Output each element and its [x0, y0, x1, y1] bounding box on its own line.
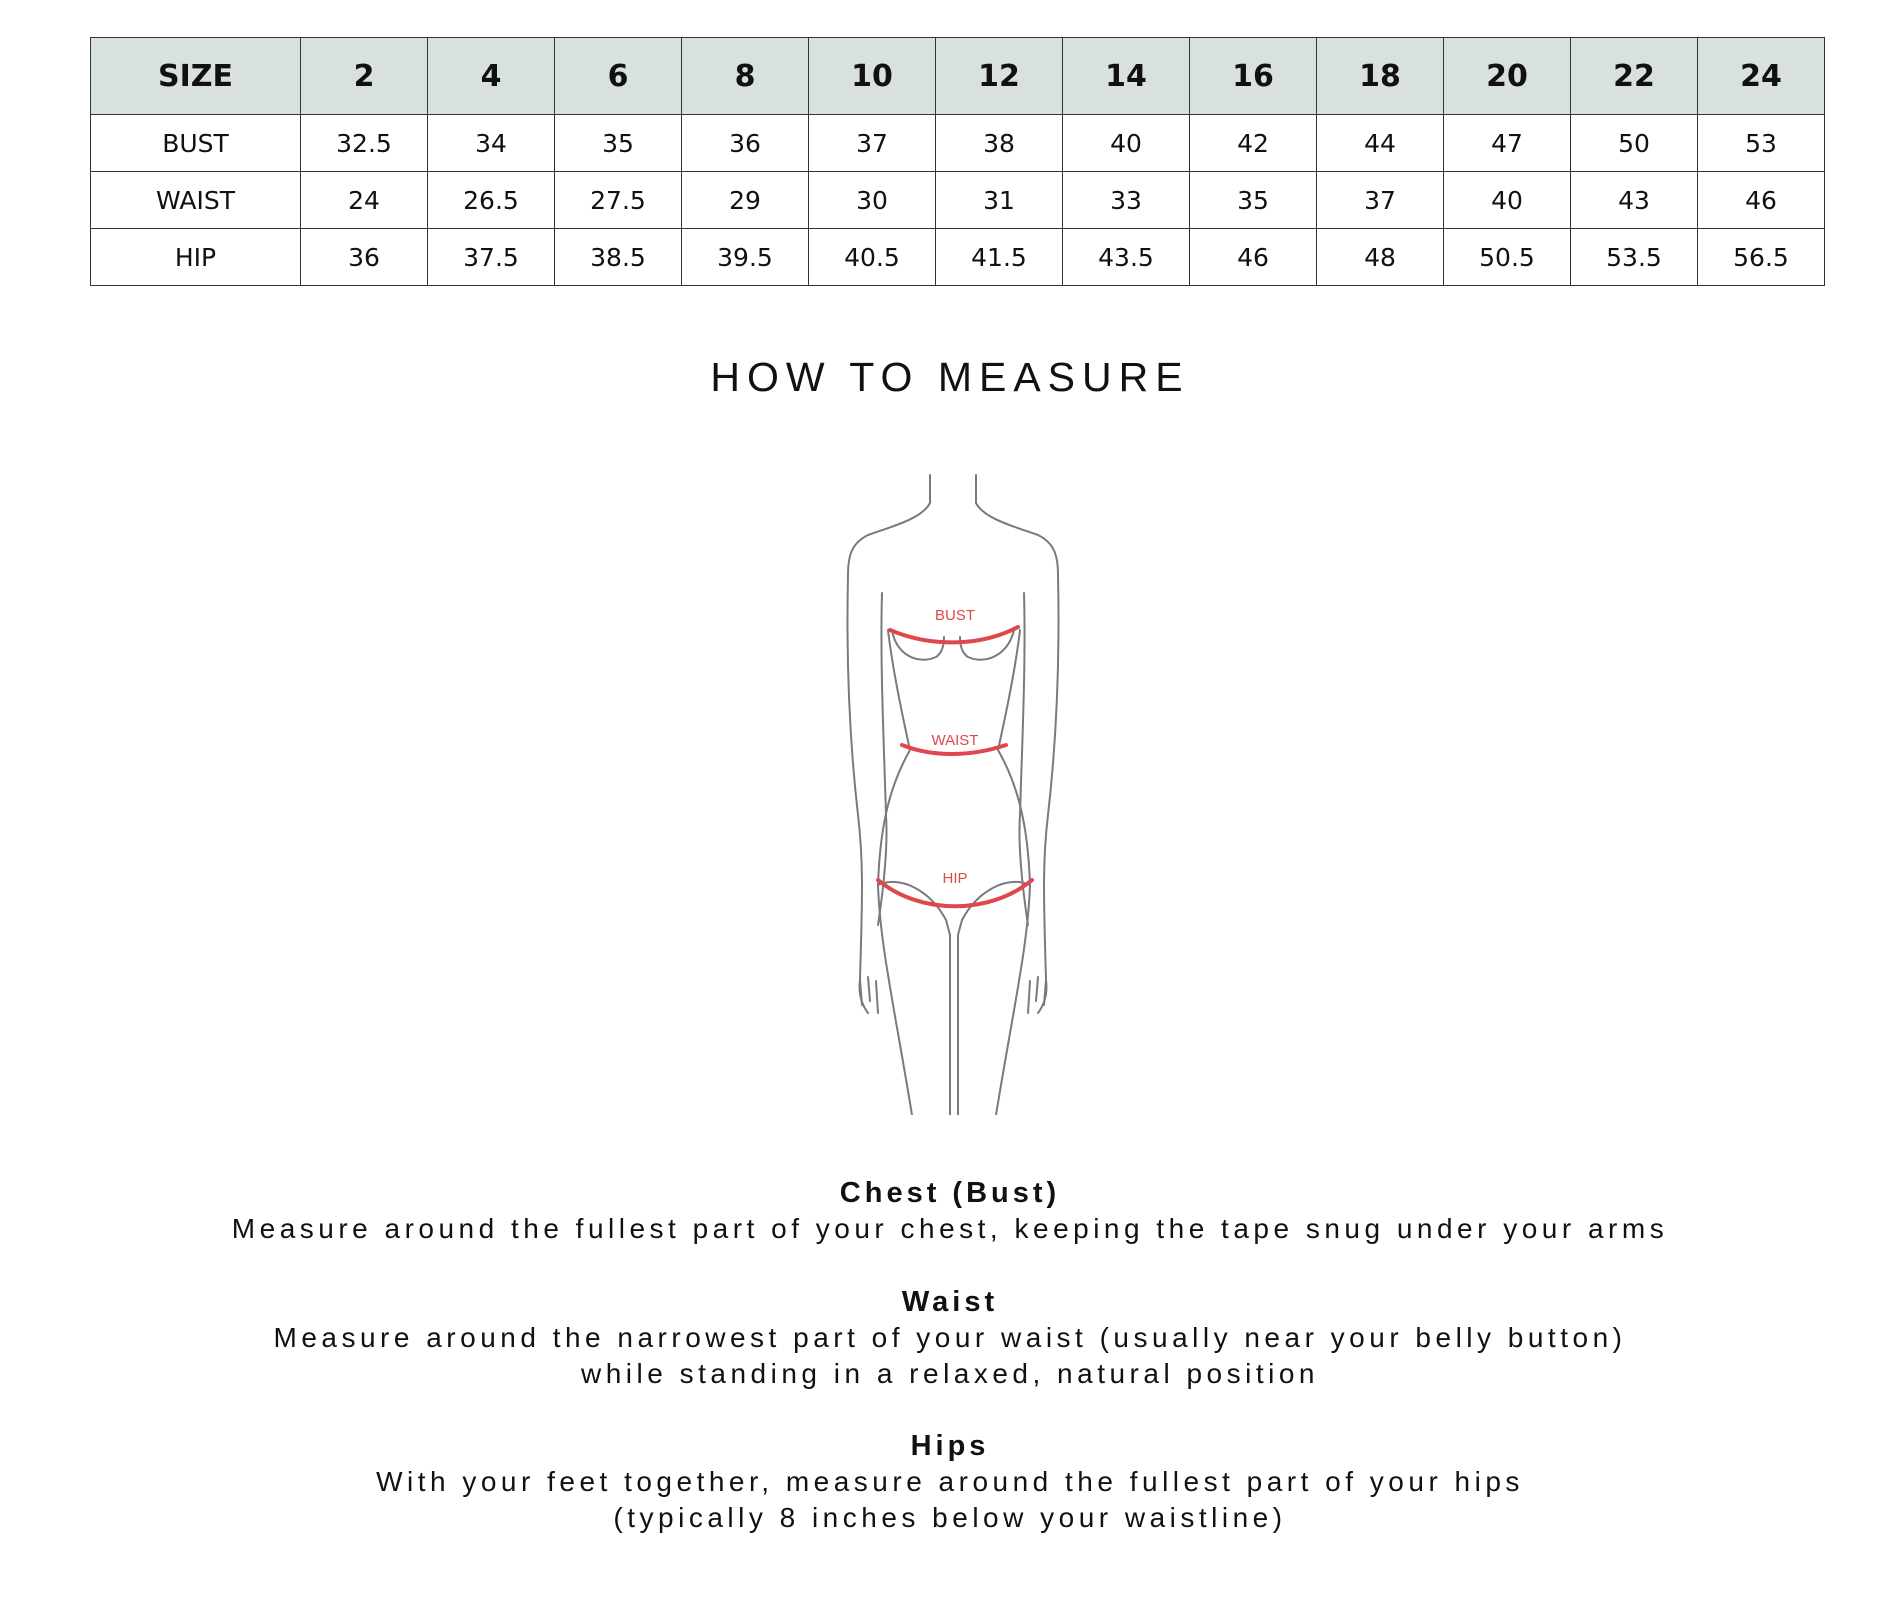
size-header-cell: 8 — [682, 38, 809, 115]
size-header-cell: 4 — [428, 38, 555, 115]
size-header-label: SIZE — [91, 38, 301, 115]
waist-instruction — [0, 1284, 1900, 1392]
table-cell: 37.5 — [428, 229, 555, 286]
size-header-cell: 14 — [1063, 38, 1190, 115]
size-header-cell: 10 — [809, 38, 936, 115]
hip-row — [91, 229, 1825, 286]
size-header-cell: 16 — [1190, 38, 1317, 115]
table-cell: 33 — [1063, 172, 1190, 229]
table-cell: 50.5 — [1444, 229, 1571, 286]
table-cell: 43 — [1571, 172, 1698, 229]
bust-label: BUST — [934, 607, 976, 624]
waist-label: WAIST — [931, 732, 979, 749]
hip-label: HIP — [942, 870, 968, 887]
tape-labels — [932, 607, 979, 887]
table-cell: 35 — [555, 115, 682, 172]
table-cell: 40.5 — [809, 229, 936, 286]
table-cell: 27.5 — [555, 172, 682, 229]
table-cell: 42 — [1190, 115, 1317, 172]
hips-instruction — [0, 1428, 1900, 1536]
size-header-cell: 12 — [936, 38, 1063, 115]
body-outline — [847, 475, 1058, 1115]
waist-heading: Waist — [901, 1286, 999, 1318]
table-cell: 26.5 — [428, 172, 555, 229]
table-cell: 36 — [301, 229, 428, 286]
table-cell: 41.5 — [936, 229, 1063, 286]
chest-text: Measure around the fullest part of your chest, keeping the tape snug under your arms — [231, 1213, 1669, 1244]
table-cell: 46 — [1190, 229, 1317, 286]
how-to-measure-title: HOW TO MEASURE — [710, 354, 1190, 400]
table-cell: 46 — [1698, 172, 1825, 229]
table-cell: 36 — [682, 115, 809, 172]
table-cell: 43.5 — [1063, 229, 1190, 286]
waist-text: Measure around the narrowest part of your waist (usually near your belly button) while standing in a relaxed, natural position — [273, 1322, 1627, 1389]
bust-tape-line — [890, 627, 1018, 642]
table-cell: 47 — [1444, 115, 1571, 172]
size-header-cell: 6 — [555, 38, 682, 115]
table-cell: 40 — [1444, 172, 1571, 229]
size-header-cell: 24 — [1698, 38, 1825, 115]
table-cell: 40 — [1063, 115, 1190, 172]
bust-row — [91, 115, 1825, 172]
size-header-cell: 18 — [1317, 38, 1444, 115]
table-cell: 37 — [809, 115, 936, 172]
table-cell: 44 — [1317, 115, 1444, 172]
body-measurement-figure — [820, 465, 1090, 1115]
size-header-cell: 2 — [301, 38, 428, 115]
table-cell: 35 — [1190, 172, 1317, 229]
table-cell: 53 — [1698, 115, 1825, 172]
chest-instruction — [0, 1175, 1900, 1247]
row-label: WAIST — [91, 172, 301, 229]
size-header-cell: 20 — [1444, 38, 1571, 115]
hips-heading: Hips — [910, 1430, 990, 1462]
size-header-row — [91, 38, 1825, 115]
table-cell: 38.5 — [555, 229, 682, 286]
table-cell: 29 — [682, 172, 809, 229]
table-cell: 32.5 — [301, 115, 428, 172]
table-cell: 39.5 — [682, 229, 809, 286]
table-cell: 37 — [1317, 172, 1444, 229]
waist-row — [91, 172, 1825, 229]
size-header-cell: 22 — [1571, 38, 1698, 115]
row-label: BUST — [91, 115, 301, 172]
table-cell: 53.5 — [1571, 229, 1698, 286]
size-chart-table — [90, 37, 1825, 286]
hips-text: With your feet together, measure around the fullest part of your hips (typically 8 inches below your waistline) — [376, 1466, 1524, 1533]
chest-heading: Chest (Bust) — [839, 1177, 1061, 1209]
table-cell: 48 — [1317, 229, 1444, 286]
row-label: HIP — [91, 229, 301, 286]
table-cell: 34 — [428, 115, 555, 172]
table-cell: 38 — [936, 115, 1063, 172]
table-cell: 24 — [301, 172, 428, 229]
table-cell: 50 — [1571, 115, 1698, 172]
table-cell: 30 — [809, 172, 936, 229]
table-cell: 56.5 — [1698, 229, 1825, 286]
table-cell: 31 — [936, 172, 1063, 229]
